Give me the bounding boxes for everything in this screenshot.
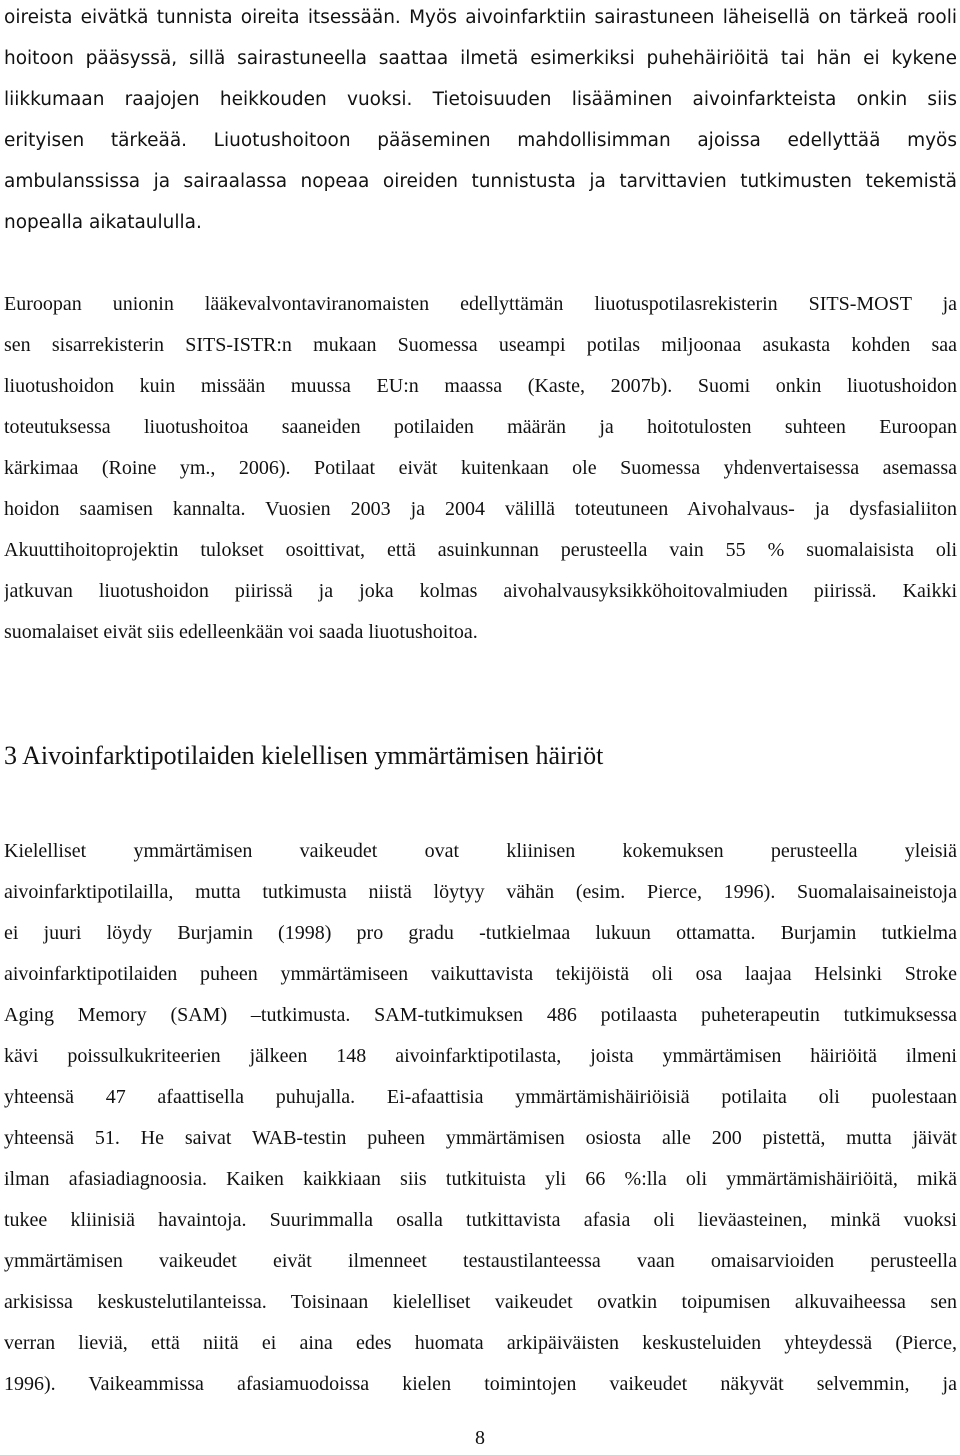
text-line: 1996). Vaikeammissa afasiamuodoissa kielen toimintojen vaikeudet näkyvät selvemmin, ja [4,1373,957,1395]
text-line: aivoinfarktipotilaiden puheen ymmärtämiseen vaikuttavista tekijöistä oli osa laajaa Helsinki Stroke [4,963,957,985]
text-segment: nopealla aikataululla. [4,212,202,233]
text-line: jatkuvan liuotushoidon piirissä ja joka kolmas aivohalvausyksikköhoitovalmiuden piirissä. Kaikki [4,580,957,602]
text-line: ei juuri löydy Burjamin (1998) pro gradu -tutkielmaa lukuun ottamatta. Burjamin tutkielma [4,922,957,944]
text-line: Euroopan unionin lääkevalvontaviranomaisten edellyttämän liuotuspotilasrekisterin SITS-MOST ja [4,293,957,315]
text-segment: hoitoon pääsyssä, sillä sairastuneella saattaa ilmetä esimerkiksi puhehäiriöitä tai hän ei kykene [4,48,957,69]
text-line: sen sisarrekisterin SITS-ISTR:n mukaan Suomessa useampi potilas miljoonaa asukasta kohden saa [4,334,957,356]
text-segment: erityisen tärkeää. Liuotushoitoon pääseminen mahdollisimman ajoissa edellyttää myös [4,130,957,151]
text-line: yhteensä 51. He saivat WAB-testin puheen ymmärtämisen osiosta alle 200 pistettä, mutta jäivät [4,1127,957,1149]
text-line [4,169,957,193]
text-segment: oireista eivätkä tunnista oireita itsessään. Myös aivoinfarktiin sairastuneen läheisellä on tärkeä rooli [4,7,957,28]
text-line: kävi poissulkukriteerien jälkeen 148 aivoinfarktipotilasta, joista ymmärtämisen häiriöitä ilmeni [4,1045,957,1067]
text-line: Kielelliset ymmärtämisen vaikeudet ovat kliinisen kokemuksen perusteella yleisiä [4,840,957,862]
text-line: suomalaiset eivät siis edelleenkään voi saada liuotushoitoa. [4,621,478,643]
text-line: arkisissa keskustelutilanteissa. Toisinaan kielelliset vaikeudet ovatkin toipumisen alkuvaiheessa sen [4,1291,957,1313]
text-line: verran lieviä, että niitä ei aina edes huomata arkipäiväisten keskusteluiden yhteydessä (Pierce, [4,1332,957,1354]
text-line: Akuuttihoitoprojektin tulokset osoittivat, että asuinkunnan perusteella vain 55 % suomalaisista oli [4,539,957,561]
text-line [4,5,957,29]
text-segment: ambulanssissa ja sairaalassa nopeaa oireiden tunnistusta ja tarvittavien tutkimusten tekemistä [4,171,957,192]
text-line [4,210,957,234]
text-line: Aging Memory (SAM) –tutkimusta. SAM-tutkimuksen 486 potilaasta puheterapeutin tutkimuksessa [4,1004,957,1026]
text-line: kärkimaa (Roine ym., 2006). Potilaat eivät kuitenkaan ole Suomessa yhdenvertaisessa asemassa [4,457,957,479]
text-line: toteutuksessa liuotushoitoa saaneiden potilaiden määrän ja hoitotulosten suhteen Euroopan [4,416,957,438]
text-line: tukee kliinisiä havaintoja. Suurimmalla osalla tutkittavista afasia oli lieväasteinen, minkä vuoksi [4,1209,957,1231]
text-line [4,128,957,152]
text-line: ilman afasiadiagnoosia. Kaiken kaikkiaan siis tutkituista yli 66 %:lla oli ymmärtämishäiriöitä, mikä [4,1168,957,1190]
text-line: liuotushoidon kuin missään muussa EU:n maassa (Kaste, 2007b). Suomi onkin liuotushoidon [4,375,957,397]
text-line [4,87,957,111]
text-line: aivoinfarktipotilailla, mutta tutkimusta niistä löytyy vähän (esim. Pierce, 1996). Suomalaisaineistoja [4,881,957,903]
text-line: yhteensä 47 afaattisella puhujalla. Ei-afaattisia ymmärtämishäiriöisiä potilaita oli puolestaan [4,1086,957,1108]
text-line: ymmärtämisen vaikeudet eivät ilmenneet testaustilanteessa vaan omaisarvioiden perusteella [4,1250,957,1272]
text-line [4,46,957,70]
page-number: 8 [475,1427,485,1449]
section-heading: 3 Aivoinfarktipotilaiden kielellisen ymmärtämisen häiriöt [4,741,604,770]
text-segment: liikkumaan raajojen heikkouden vuoksi. Tietoisuuden lisääminen aivoinfarkteista onkin siis [4,89,957,110]
text-line: hoidon saamisen kannalta. Vuosien 2003 ja 2004 välillä toteutuneen Aivohalvaus- ja dysfasialiiton [4,498,957,520]
